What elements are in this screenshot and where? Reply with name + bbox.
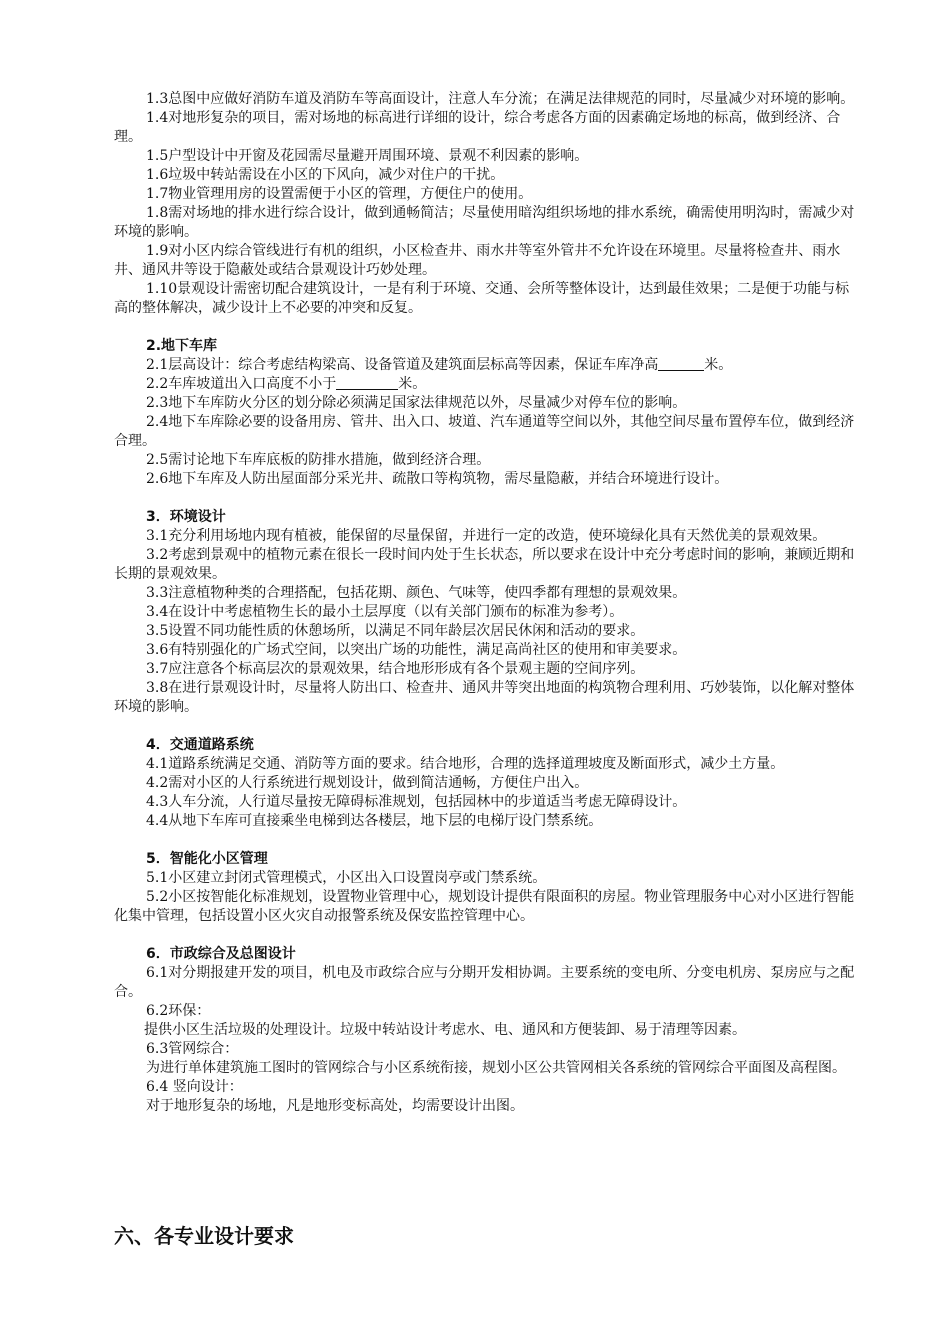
item-4-2: 4.2需对小区的人行系统进行规划设计，做到简洁通畅，方便住户出入。 [146,775,589,791]
item-5-1: 5.1小区建立封闭式管理模式，小区出入口设置岗亭或门禁系统。 [146,870,547,886]
item-5-2: 5.2小区按智能化标准规划，设置物业管理中心，规划设计提供有限面积的房屋。物业管理服务中心对小区进行智能化集中管理，包括设置小区火灾自动报警系统及保安监控管理中心。 [114,889,855,924]
section-3-heading: 3．环境设计 [146,509,226,525]
section-5-heading: 5．智能化小区管理 [146,851,268,867]
section-6-heading: 6．市政综合及总图设计 [146,946,296,962]
section-gap [114,831,858,850]
item-6-3-text: 为进行单体建筑施工图时的管网综合与小区系统衔接，规划小区公共管网相关各系统的管网综合平面图及高程图。 [146,1060,846,1076]
item-4-1: 4.1道路系统满足交通、消防等方面的要求。结合地形，合理的选择道理坡度及断面形式，减少土方量。 [146,756,785,772]
document-body [114,90,858,1116]
item-4-3: 4.3人车分流，人行道尽量按无障碍标准规划，包括园林中的步道适当考虑无障碍设计。 [146,794,687,810]
chapter-heading: 六、各专业设计要求 [114,1224,294,1248]
item-1-10: 1.10景观设计需密切配合建筑设计，一是有利于环境、交通、会所等整体设计，达到最佳效果；二是便于功能与标高的整体解决，减少设计上不必要的冲突和反复。 [114,281,850,316]
section-gap [114,717,858,736]
item-6-3: 6.3管网综合： [146,1041,239,1057]
item-6-2-text: 提供小区生活垃圾的处理设计。垃圾中转站设计考虑水、电、通风和方便装卸、易于清理等因素。 [144,1022,746,1038]
section-2-heading: 2.地下车库 [146,338,218,354]
fill-in-blank [336,375,398,390]
item-1-4: 1.4对地形复杂的项目，需对场地的标高进行详细的设计，综合考虑各方面的因素确定场地的标高，做到经济、合理。 [114,110,841,145]
item-2-1-text: 2.1层高设计：综合考虑结构梁高、设备管道及建筑面层标高等因素，保证车库净高 [146,357,659,373]
item-2-4: 2.4地下车库除必要的设备用房、管井、出入口、坡道、汽车通道等空间以外，其他空间尽量布置停车位，做到经济合理。 [114,414,855,449]
section-gap [114,489,858,508]
item-6-4-text: 对于地形复杂的场地，凡是地形变标高处，均需要设计出图。 [146,1098,524,1114]
section-4-heading: 4．交通道路系统 [146,737,254,753]
item-3-8: 3.8在进行景观设计时，尽量将人防出口、检查井、通风井等突出地面的构筑物合理利用、巧妙装饰，以化解对整体环境的影响。 [114,680,855,715]
item-3-2: 3.2考虑到景观中的植物元素在很长一段时间内处于生长状态，所以要求在设计中充分考虑时间的影响，兼顾近期和长期的景观效果。 [114,547,855,582]
item-2-2-text: 2.2车库坡道出入口高度不小于 [146,376,337,392]
item-3-7: 3.7应注意各个标高层次的景观效果，结合地形形成有各个景观主题的空间序列。 [146,661,645,677]
item-6-4: 6.4 竖向设计： [146,1079,243,1095]
section-gap [114,926,858,945]
item-2-3: 2.3地下车库防火分区的划分除必须满足国家法律规范以外，尽量减少对停车位的影响。 [146,395,687,411]
item-1-9: 1.9对小区内综合管线进行有机的组织，小区检查井、雨水井等室外管井不允许设在环境里。尽量将检查井、雨水井、通风井等设于隐蔽处或结合景观设计巧妙处理。 [114,243,841,278]
item-4-4: 4.4从地下车库可直接乘坐电梯到达各楼层，地下层的电梯厅设门禁系统。 [146,813,603,829]
item-3-6: 3.6有特别强化的广场式空间，以突出广场的功能性，满足高尚社区的使用和审美要求。 [146,642,687,658]
item-6-1: 6.1对分期报建开发的项目，机电及市政综合应与分期开发相协调。主要系统的变电所、分变电机房、泵房应与之配合。 [114,965,855,1000]
item-1-7: 1.7物业管理用房的设置需便于小区的管理，方便住户的使用。 [146,186,533,202]
item-1-6: 1.6垃圾中转站需设在小区的下风向，减少对住户的干扰。 [146,167,505,183]
item-3-1: 3.1充分利用场地内现有植被，能保留的尽量保留，并进行一定的改造，使环境绿化具有天然优美的景观效果。 [146,528,827,544]
item-6-2: 6.2环保： [146,1003,211,1019]
item-3-4: 3.4在设计中考虑植物生长的最小土层厚度（以有关部门颁布的标准为参考）。 [146,604,624,620]
item-1-5: 1.5户型设计中开窗及花园需尽量避开周围环境、景观不利因素的影响。 [146,148,589,164]
item-2-2-unit: 米。 [398,376,427,392]
item-2-1 [114,356,858,375]
item-3-5: 3.5设置不同功能性质的休憩场所，以满足不同年龄层次居民休闲和活动的要求。 [146,623,645,639]
item-1-3: 1.3总图中应做好消防车道及消防车等高面设计，注意人车分流；在满足法律规范的同时，尽量减少对环境的影响。 [146,91,855,107]
item-2-1-unit: 米。 [704,357,733,373]
fill-in-blank [658,356,704,371]
item-2-5: 2.5需讨论地下车库底板的防排水措施，做到经济合理。 [146,452,491,468]
item-2-2 [114,375,858,394]
item-3-3: 3.3注意植物种类的合理搭配，包括花期、颜色、气味等，使四季都有理想的景观效果。 [146,585,687,601]
item-1-8: 1.8需对场地的排水进行综合设计，做到通畅简洁；尽量使用暗沟组织场地的排水系统，确需使用明沟时，需减少对环境的影响。 [114,205,855,240]
section-gap [114,318,858,337]
item-2-6: 2.6地下车库及人防出屋面部分采光井、疏散口等构筑物，需尽量隐蔽，并结合环境进行设计。 [146,471,729,487]
